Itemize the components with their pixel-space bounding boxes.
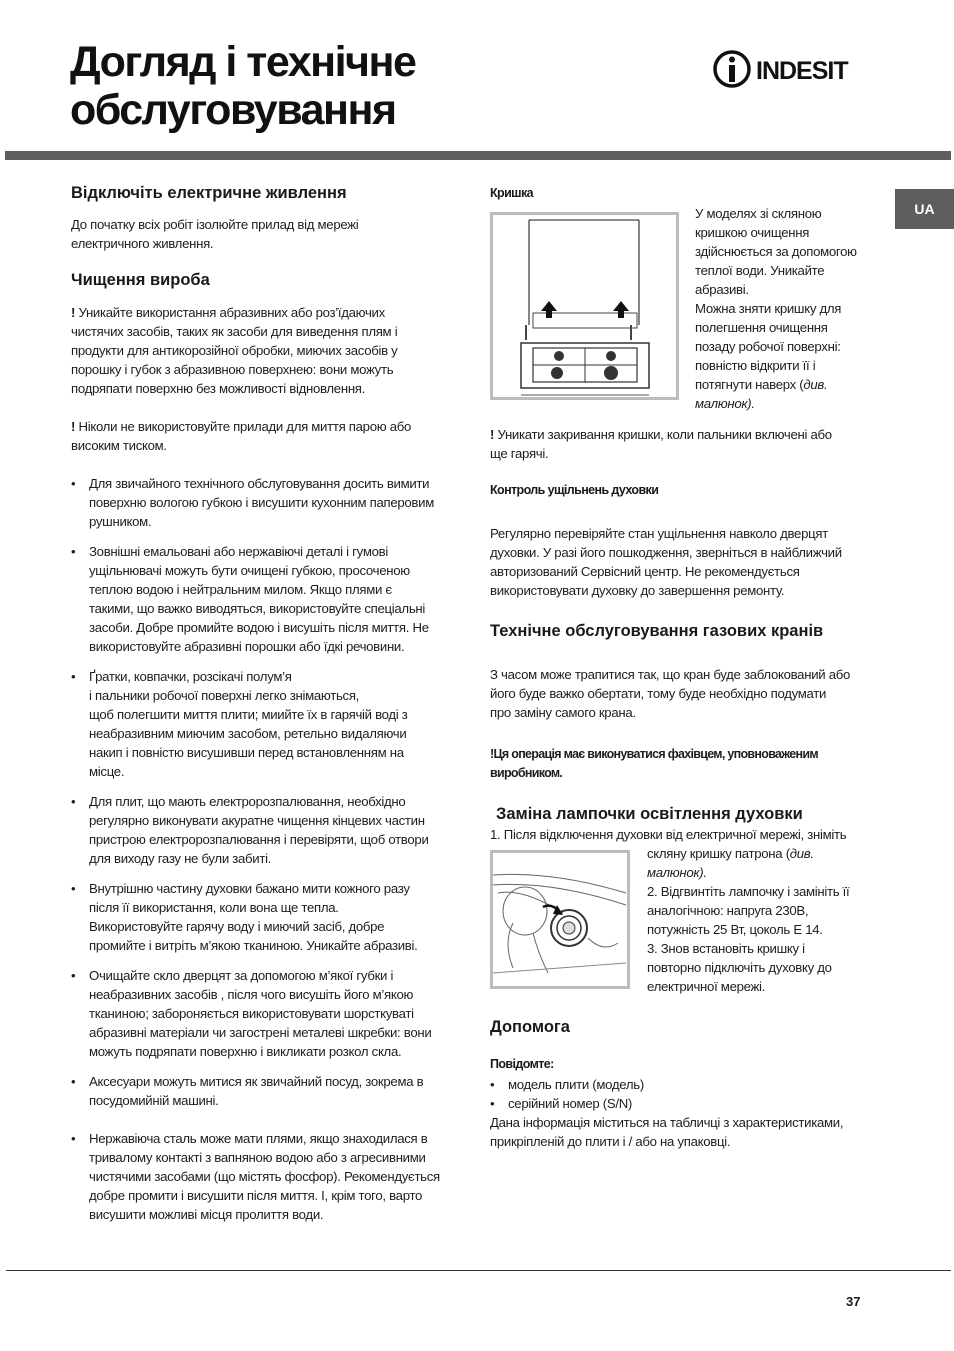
text-line: чистячих засобів, таких як засоби для виведення плям і xyxy=(71,324,398,339)
seal-title: Контроль ущільнень духовки xyxy=(490,483,659,497)
see-figure-ref: див. xyxy=(789,846,814,861)
text-line: потужність 25 Вт, цоколь E 14. xyxy=(647,922,823,937)
page-title-line-1: Догляд і технічне xyxy=(70,38,416,86)
text-line: скляну кришку патрона ( xyxy=(647,846,790,861)
text-line: Дана інформація міститься на табличці з характеристиками, xyxy=(490,1115,844,1130)
text-line: 2. Відгвинтіть лампочку і замініть її xyxy=(647,884,850,899)
lamp-text xyxy=(647,844,887,996)
text-line: позаду робочої поверхні: xyxy=(695,339,841,354)
text-line: пристрою електророзпалювання і перевіряти, щоб отвори xyxy=(89,832,429,847)
see-figure-ref: малюнок). xyxy=(695,396,755,411)
text-line: використовуйте абразивні порошки або їдкі речовини. xyxy=(89,639,405,654)
text-line: аналогічною: напруга 230В, xyxy=(647,903,809,918)
text-line: Використовуйте гарячу воду і миючий засіб, добре xyxy=(89,919,385,934)
indesit-logo-icon xyxy=(712,50,872,90)
text-line: висушити можливі місця пролиття води. xyxy=(89,1207,324,1222)
text-line: духовки. У разі його пошкодження, зверніться в найближчий xyxy=(490,545,842,560)
indesit-logo xyxy=(712,50,872,90)
text-line: авторизований Сервісний центр. Не рекомендується xyxy=(490,564,800,579)
help-text xyxy=(490,1113,843,1151)
text-line: електричної мережі. xyxy=(647,979,766,994)
text-line: 3. Знов встановіть кришку і xyxy=(647,941,805,956)
header-divider xyxy=(5,151,951,160)
lid-text xyxy=(695,204,875,413)
list-item xyxy=(71,667,461,781)
gas-text xyxy=(490,665,850,722)
text-line: використовувати духовку до завершення ремонту. xyxy=(490,583,785,598)
text-line: • Аксесуари можуть митися як звичайний посуд, зокрема в xyxy=(89,1074,424,1089)
lid-figure xyxy=(490,212,679,400)
text-line: регулярно виконувати акуратне чищення кінцевих частин xyxy=(89,813,425,828)
language-badge: UA xyxy=(895,189,954,229)
text-line: подряпати поверхню без можливості відновлення. xyxy=(71,381,366,396)
see-figure-ref: малюнок). xyxy=(647,865,707,880)
page-title xyxy=(70,38,415,134)
warning-mark: ! xyxy=(71,305,79,320)
gas-warning xyxy=(490,745,818,783)
text-line: • Внутрішню частину духовки бажано мити кожного разу xyxy=(89,881,410,896)
text-line: Уникайте використання абразивних або роз’їдаючих xyxy=(78,305,385,320)
text-line: здійснюється за допомогою xyxy=(695,244,857,259)
page-title-line-2: обслуговування xyxy=(70,86,396,134)
warning-mark: ! xyxy=(490,427,498,442)
text-line: Можна зняти кришку для xyxy=(695,301,842,316)
seal-text xyxy=(490,524,842,600)
text-line: накип і повністю висушивши перед встановленням на xyxy=(89,745,404,760)
text-line: і пальники робочої поверхні легко знімаються, xyxy=(89,688,360,703)
help-subtitle: Повідомте: xyxy=(490,1057,554,1071)
text-line: чистячими засобами (що містять фосфор). Рекомендується xyxy=(89,1169,440,1184)
text-line: З часом може трапитися так, що кран буде заблокований або xyxy=(490,667,851,682)
text-line: теплою водою і нейтральним милом. Якщо плями є xyxy=(89,582,392,597)
text-line: тканиною; забороняється використовувати шорсткуваті xyxy=(89,1006,414,1021)
text-line: • Очищайте скло дверцят за допомогою м’якої губки і xyxy=(89,968,394,983)
list-item: • модель плити (модель) xyxy=(490,1075,644,1094)
text-line: про заміну самого крана. xyxy=(490,705,636,720)
power-text xyxy=(71,215,358,253)
text-line: продукти для антикорозійної обробки, миючих засобів у xyxy=(71,343,398,358)
text-line: неабразивних засобів , після чого висушіть його м’якою xyxy=(89,987,414,1002)
text-line: До початку всіх робіт ізолюйте прилад від мережі xyxy=(71,217,359,232)
warning-abrasives xyxy=(71,303,397,398)
text-line: У моделях зі скляною xyxy=(695,206,822,221)
text-line: рушником. xyxy=(89,514,152,529)
list-item xyxy=(71,792,461,868)
text-line: Регулярно перевіряйте стан ущільнення навколо дверцят xyxy=(490,526,828,541)
section-title-cleaning: Чищення вироба xyxy=(71,271,210,289)
text-line: • Зовнішні емальовані або нержавіючі деталі і гумові xyxy=(89,544,388,559)
text-line: абразиві. xyxy=(695,282,749,297)
text-line: щоб полегшити миття плити; миийте їх в гарячій воді з xyxy=(89,707,408,722)
list-item xyxy=(71,1129,461,1224)
text-line: потягнути наверх ( xyxy=(695,377,804,392)
text-line: поверхню вологою губкою і висушити кухонним паперовим xyxy=(89,495,434,510)
footer-divider xyxy=(6,1270,951,1271)
lid-warning xyxy=(490,425,832,463)
warning-mark: ! xyxy=(490,747,494,761)
text-line: його буде важко обертати, тому буде необхідно подумати xyxy=(490,686,827,701)
list-item: • серійний номер (S/N) xyxy=(490,1094,644,1113)
list-item xyxy=(71,879,461,955)
text-line: ущільнювачі можуть бути очищені губкою, просоченою xyxy=(89,563,410,578)
text-line: порошку і губок з абразивною поверхнею: вони можуть xyxy=(71,362,394,377)
text-line: посудомийній машині. xyxy=(89,1093,219,1108)
help-list xyxy=(490,1075,644,1113)
text-line: засоби. Добре промийте водою і висушіть після миття. Не xyxy=(89,620,429,635)
section-title-power: Відключіть електричне живлення xyxy=(71,184,347,202)
text-line: Ця операція має виконуватися фахівцем, уповноваженим xyxy=(493,747,818,761)
text-line: прикріпленій до плити і / або на упаковці. xyxy=(490,1134,731,1149)
section-title-lamp: Заміна лампочки освітлення духовки xyxy=(496,805,803,823)
text-line: повністю відкрити її і xyxy=(695,358,816,373)
text-line: Ніколи не використовуйте прилади для миття парою або xyxy=(78,419,412,434)
text-line: тривалому контакті з вапняною водою або з агресивними xyxy=(89,1150,426,1165)
cleaning-bullets xyxy=(71,474,461,1224)
page-number: 37 xyxy=(846,1294,861,1309)
section-title-gas-taps: Технічне обслуговування газових кранів xyxy=(490,622,824,640)
text-line: місце. xyxy=(89,764,125,779)
text-line: після її використання, коли вона ще тепла. xyxy=(89,900,339,915)
text-line: добре промити і висушити після миття. І, крім того, варто xyxy=(89,1188,423,1203)
cooker-lid-illustration xyxy=(493,215,676,397)
text-line: для виходу газу не були забиті. xyxy=(89,851,272,866)
lamp-figure xyxy=(490,850,630,989)
text-line: • Для звичайного технічного обслуговування досить вимити xyxy=(89,476,430,491)
warning-mark: ! xyxy=(71,419,79,434)
text-line: полегшення очищення xyxy=(695,320,828,335)
text-line: високим тиском. xyxy=(71,438,167,453)
see-figure-ref: див. xyxy=(803,377,828,392)
section-title-help: Допомога xyxy=(490,1018,570,1036)
warning-steam xyxy=(71,417,411,455)
list-item xyxy=(71,1072,461,1110)
brand-wordmark: INDESIT xyxy=(756,57,848,85)
text-line: • Нержавіюча сталь може мати плями, якщо знаходилася в xyxy=(89,1131,428,1146)
text-line: ще гарячі. xyxy=(490,446,549,461)
text-line: неабразивним миючим засобом, ретельно видаляючи xyxy=(89,726,407,741)
text-line: теплої води. Уникайте xyxy=(695,263,825,278)
text-line: промийте і витріть м’якою тканиною. Уникайте абразиві. xyxy=(89,938,418,953)
list-item xyxy=(71,966,461,1061)
text-line: такими, що важко виводяться, використовуйте спеціальні xyxy=(89,601,426,616)
lid-title: Кришка xyxy=(490,186,533,200)
list-item xyxy=(71,474,461,531)
text-line: абразивні матеріали чи загострені металеві шкребки: вони xyxy=(89,1025,432,1040)
text-line: виробником. xyxy=(490,766,563,780)
text-line: електричного живлення. xyxy=(71,236,214,251)
list-item xyxy=(71,542,461,656)
oven-lamp-illustration xyxy=(493,853,627,986)
text-line: можуть подряпати поверхню і викликати розкол скла. xyxy=(89,1044,402,1059)
text-line: Уникати закривання кришки, коли пальники включені або xyxy=(497,427,832,442)
text-line: • Ґратки, ковпачки, розсікачі полум’я xyxy=(89,669,292,684)
text-line: кришкою очищення xyxy=(695,225,810,240)
text-line: повторно підключіть духовку до xyxy=(647,960,832,975)
lamp-step-1: 1. Після відключення духовки від електричної мережі, зніміть xyxy=(490,827,847,842)
text-line: • Для плит, що мають електророзпалювання, необхідно xyxy=(89,794,406,809)
